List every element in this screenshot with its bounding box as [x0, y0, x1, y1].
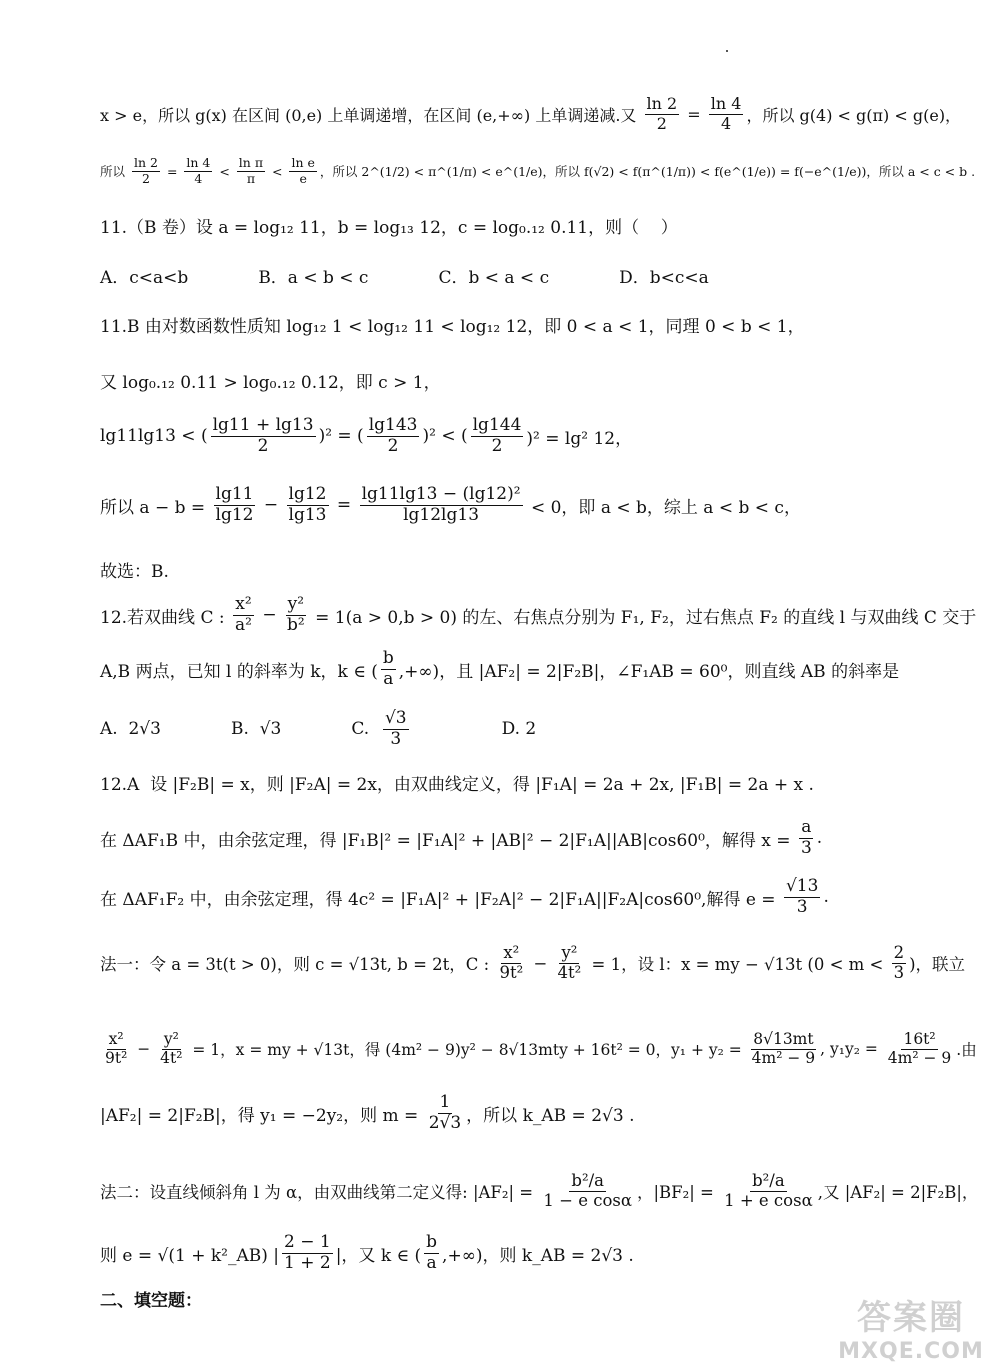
- fraction-denominator: 1 + e cosα: [724, 1190, 813, 1210]
- fraction-denominator: 4t²: [160, 1048, 183, 1067]
- text-segment: =: [682, 104, 706, 124]
- fraction: [383, 709, 409, 749]
- text-segment: 二、填空题：: [100, 1290, 202, 1311]
- fraction-numerator: y²: [561, 942, 578, 962]
- fraction-numerator: b: [426, 1231, 438, 1252]
- fraction: [285, 595, 307, 635]
- method-1-line-1: [100, 938, 970, 988]
- fraction-denominator: 2: [257, 435, 269, 456]
- fraction: [103, 1031, 129, 1068]
- text-segment: ,又 |AF₂| = 2|F₂B|，: [817, 1183, 979, 1202]
- text-segment: ，|BF₂| =: [636, 1183, 720, 1202]
- text-segment: 11.（B 卷）设 a = log₁₂ 11，b = log₁₃ 12，c = log₀.₁₂ 0.11，则（ ）: [100, 217, 678, 238]
- question-12-stem-line-1: [100, 592, 977, 638]
- fraction: [360, 485, 523, 525]
- text-segment: =: [162, 163, 182, 179]
- solution-line-2: [100, 148, 976, 194]
- text-segment: A. 2√3: [100, 719, 161, 739]
- question-12-options: [100, 706, 970, 752]
- text-segment: =: [331, 495, 357, 515]
- fraction: [541, 1172, 634, 1211]
- fraction: [214, 485, 256, 525]
- fraction: [892, 944, 907, 983]
- fraction-denominator: 4t²: [557, 962, 582, 982]
- question-11-options: [100, 262, 970, 288]
- fraction: [750, 1031, 817, 1068]
- fraction-denominator: a²: [234, 614, 252, 635]
- answer-11-line-1: [100, 310, 970, 338]
- text-segment: = 1(a > 0,b > 0) 的左、右焦点分别为 F₁, F₂，过右焦点 F₂ 的直线 l 与双曲线 C 交于: [309, 607, 977, 628]
- text-segment: −: [132, 1040, 156, 1058]
- fraction-denominator: b²: [287, 614, 305, 635]
- fraction-numerator: ln 4: [710, 94, 742, 114]
- fraction-numerator: b²/a: [752, 1170, 785, 1190]
- text-segment: B．a < b < c: [258, 267, 369, 288]
- text-segment: C．b < a < c: [438, 267, 550, 288]
- fraction-numerator: b²/a: [571, 1170, 604, 1190]
- fraction-numerator: 8√13mt: [753, 1029, 814, 1048]
- fraction-numerator: lg11: [215, 483, 254, 504]
- method-2-line-2: [100, 1230, 970, 1276]
- text-segment: 故选：B.: [100, 561, 169, 582]
- fraction-numerator: ln π: [238, 155, 264, 171]
- fraction-numerator: y²: [287, 593, 305, 614]
- fraction: [709, 95, 744, 133]
- fraction-denominator: 9t²: [105, 1048, 128, 1067]
- fraction-denominator: e: [299, 170, 307, 186]
- fraction-denominator: π: [246, 170, 256, 186]
- text-segment: = 1，设 l：x = my − √13t (0 < m <: [586, 955, 889, 974]
- fraction: [237, 156, 265, 186]
- text-segment: −: [528, 953, 553, 973]
- fraction-denominator: lg12lg13: [403, 504, 480, 525]
- text-segment: .: [823, 887, 829, 907]
- fraction-denominator: lg12: [215, 504, 254, 525]
- fraction-denominator: 2√3: [428, 1112, 462, 1133]
- text-segment: 法一：令 a = 3t(t > 0)，则 c = √13t, b = 2t，C :: [100, 955, 495, 974]
- text-segment: |，又 k ∈ (: [335, 1245, 422, 1266]
- fraction-numerator: lg143: [368, 414, 418, 435]
- fraction: [282, 1233, 333, 1273]
- watermark-text: 答案圈: [857, 1298, 965, 1338]
- solution-line-1: [100, 92, 970, 136]
- text-segment: |AF₂| = 2|F₂B|，得 y₁ = −2y₂，则 m =: [100, 1105, 424, 1126]
- text-segment: .由: [956, 1041, 977, 1059]
- answer-11-line-2: [100, 366, 970, 394]
- method-2-line-1: [100, 1158, 979, 1224]
- fraction-denominator: a: [426, 1252, 437, 1273]
- question-11-stem: [100, 212, 970, 238]
- text-segment: A．c<a<b: [100, 267, 189, 288]
- question-12-stem-line-2: [100, 646, 970, 692]
- text-segment: )² = lg² 12，: [526, 428, 633, 449]
- fraction: [784, 877, 820, 917]
- fraction: [427, 1093, 463, 1133]
- text-segment: 所以 a − b =: [100, 497, 211, 518]
- text-segment: −: [258, 495, 284, 515]
- fraction: [367, 416, 420, 456]
- fraction-numerator: √13: [785, 875, 819, 896]
- fraction-denominator: 2: [142, 170, 150, 186]
- text-segment: C.: [351, 719, 380, 739]
- fraction: [424, 1233, 439, 1273]
- text-segment: )² < (: [422, 426, 468, 446]
- fraction-numerator: x²: [235, 593, 252, 614]
- fraction-denominator: 1 − e cosα: [543, 1190, 632, 1210]
- text-segment: )，联立: [909, 955, 966, 974]
- fraction: [211, 416, 316, 456]
- fraction-denominator: 3: [800, 837, 812, 858]
- fraction-numerator: x²: [503, 942, 520, 962]
- text-segment: x > e，所以 g(x) 在区间 (0,e) 上单调递增，在区间 (e,+∞) 上单调递减.又: [100, 105, 642, 125]
- fraction: [471, 416, 524, 456]
- text-segment: 12.若双曲线 C :: [100, 607, 230, 628]
- text-segment: 11.B 由对数函数性质知 log₁₂ 1 < log₁₂ 11 < log₁₂ 12，即 0 < a < 1，同理 0 < b < 1，: [100, 316, 805, 337]
- fraction-numerator: 2: [893, 942, 905, 962]
- method-1-line-2: [100, 1024, 977, 1074]
- text-segment: D. 2: [501, 719, 537, 739]
- fraction-numerator: lg11 + lg13: [212, 414, 314, 435]
- watermark-logo: [836, 1291, 986, 1363]
- fraction: [132, 156, 160, 186]
- fraction: [556, 944, 584, 983]
- text-segment: ,+∞)，且 |AF₂| = 2|F₂B|，∠F₁AB = 60⁰，则直线 AB 的斜率是: [398, 661, 900, 682]
- method-1-line-3: [100, 1090, 970, 1136]
- fraction-numerator: 2 − 1: [284, 1231, 331, 1252]
- fraction-denominator: 4: [721, 113, 732, 133]
- fraction-denominator: 3: [796, 896, 808, 917]
- text-segment: < 0，即 a < b，综上 a < b < c，: [525, 497, 801, 518]
- fraction: [645, 95, 680, 133]
- scan-dot: [726, 50, 728, 52]
- answer-11-line-4: [100, 480, 970, 530]
- text-segment: = 1，x = my + √13t，得 (4m² − 9)y² − 8√13mty + 16t² = 0，y₁ + y₂ =: [187, 1041, 747, 1059]
- fraction-denominator: 4m² − 9: [887, 1048, 952, 1067]
- fraction: [722, 1172, 815, 1211]
- answer-12-line-1: [100, 768, 970, 796]
- fraction-numerator: lg12: [288, 483, 327, 504]
- fraction-denominator: 1 + 2: [284, 1252, 331, 1273]
- text-segment: B. √3: [230, 719, 282, 739]
- fraction-denominator: 4: [194, 170, 203, 186]
- text-segment: −: [256, 605, 282, 625]
- text-segment: 在 ΔAF₁B 中，由余弦定理，得 |F₁B|² = |F₁A|² + |AB|² − 2|F₁A||AB|cos60⁰，解得 x =: [100, 830, 796, 851]
- fraction-denominator: lg13: [288, 504, 327, 525]
- text-segment: 12.A 设 |F₂B| = x，则 |F₂A| = 2x，由双曲线定义，得 |F₁A| = 2a + 2x, |F₁B| = 2a + x .: [100, 774, 814, 795]
- text-segment: ，所以 g(4) < g(π) < g(e)，: [746, 105, 962, 125]
- text-segment: A,B 两点，已知 l 的斜率为 k，k ∈ (: [100, 661, 378, 682]
- fraction: [381, 649, 396, 689]
- text-segment: lg11lg13 < (: [100, 426, 208, 446]
- fraction: [233, 595, 254, 635]
- text-segment: , y₁y₂ =: [820, 1040, 883, 1058]
- fraction: [799, 818, 814, 858]
- text-segment: 则 e = √(1 + k²_AB) |: [100, 1245, 279, 1266]
- text-segment: ，所以 k_AB = 2√3 .: [466, 1105, 635, 1126]
- fraction-numerator: y²: [163, 1029, 179, 1048]
- fraction: [886, 1031, 953, 1068]
- fraction-numerator: ln 4: [186, 155, 211, 171]
- fraction-denominator: 4m² − 9: [751, 1048, 816, 1067]
- fraction-denominator: a: [383, 668, 394, 689]
- fraction: [287, 485, 329, 525]
- fraction: [289, 156, 316, 186]
- fraction-numerator: a: [801, 816, 812, 837]
- fraction-numerator: ln 2: [133, 155, 158, 171]
- fraction-numerator: √3: [384, 707, 407, 728]
- answer-12-line-3: [100, 874, 970, 920]
- fraction-numerator: 16t²: [903, 1029, 936, 1048]
- fraction-denominator: 3: [893, 962, 905, 982]
- fraction-numerator: b: [382, 647, 394, 668]
- fraction-numerator: ln e: [291, 155, 315, 171]
- answer-12-line-2: [100, 816, 970, 860]
- text-segment: 所以: [100, 164, 129, 179]
- fraction-denominator: 2: [656, 113, 667, 133]
- text-segment: 又 log₀.₁₂ 0.11 > log₀.₁₂ 0.12，即 c > 1，: [100, 372, 441, 393]
- fraction-numerator: lg144: [472, 414, 522, 435]
- text-segment: 法二：设直线倾斜角 l 为 α，由双曲线第二定义得: |AF₂| =: [100, 1183, 539, 1202]
- fraction-denominator: 3: [390, 728, 402, 749]
- answer-11-conclusion: [100, 556, 970, 582]
- fraction-denominator: 9t²: [499, 962, 524, 982]
- fraction: [497, 944, 525, 983]
- fraction: [158, 1031, 184, 1068]
- fraction-numerator: 1: [439, 1091, 451, 1112]
- text-segment: 在 ΔAF₁F₂ 中，由余弦定理，得 4c² = |F₁A|² + |F₂A|² − 2|F₁A||F₂A|cos60⁰,解得 e =: [100, 889, 781, 910]
- fraction-denominator: 2: [491, 435, 503, 456]
- fraction: [184, 156, 212, 186]
- text-segment: )² = (: [318, 426, 364, 446]
- answer-11-line-3: [100, 412, 970, 460]
- text-segment: ，所以 2^(1/2) < π^(1/π) < e^(1/e)，所以 f(√2) < f(π^(1/π)) < f(e^(1/e)) = f(−e^(1/e))，所以 a < c < b .: [319, 164, 976, 179]
- fraction-denominator: 2: [387, 435, 399, 456]
- fraction-numerator: x²: [108, 1029, 124, 1048]
- text-segment: <: [268, 163, 287, 179]
- watermark-url: MXQE.COM: [838, 1339, 984, 1364]
- text-segment: ,+∞)，则 k_AB = 2√3 .: [442, 1245, 634, 1266]
- text-segment: D．b<c<a: [619, 267, 709, 288]
- text-segment: <: [215, 163, 234, 179]
- fraction-numerator: ln 2: [646, 94, 678, 114]
- fraction-numerator: lg11lg13 − (lg12)²: [361, 483, 521, 504]
- text-segment: .: [816, 828, 823, 848]
